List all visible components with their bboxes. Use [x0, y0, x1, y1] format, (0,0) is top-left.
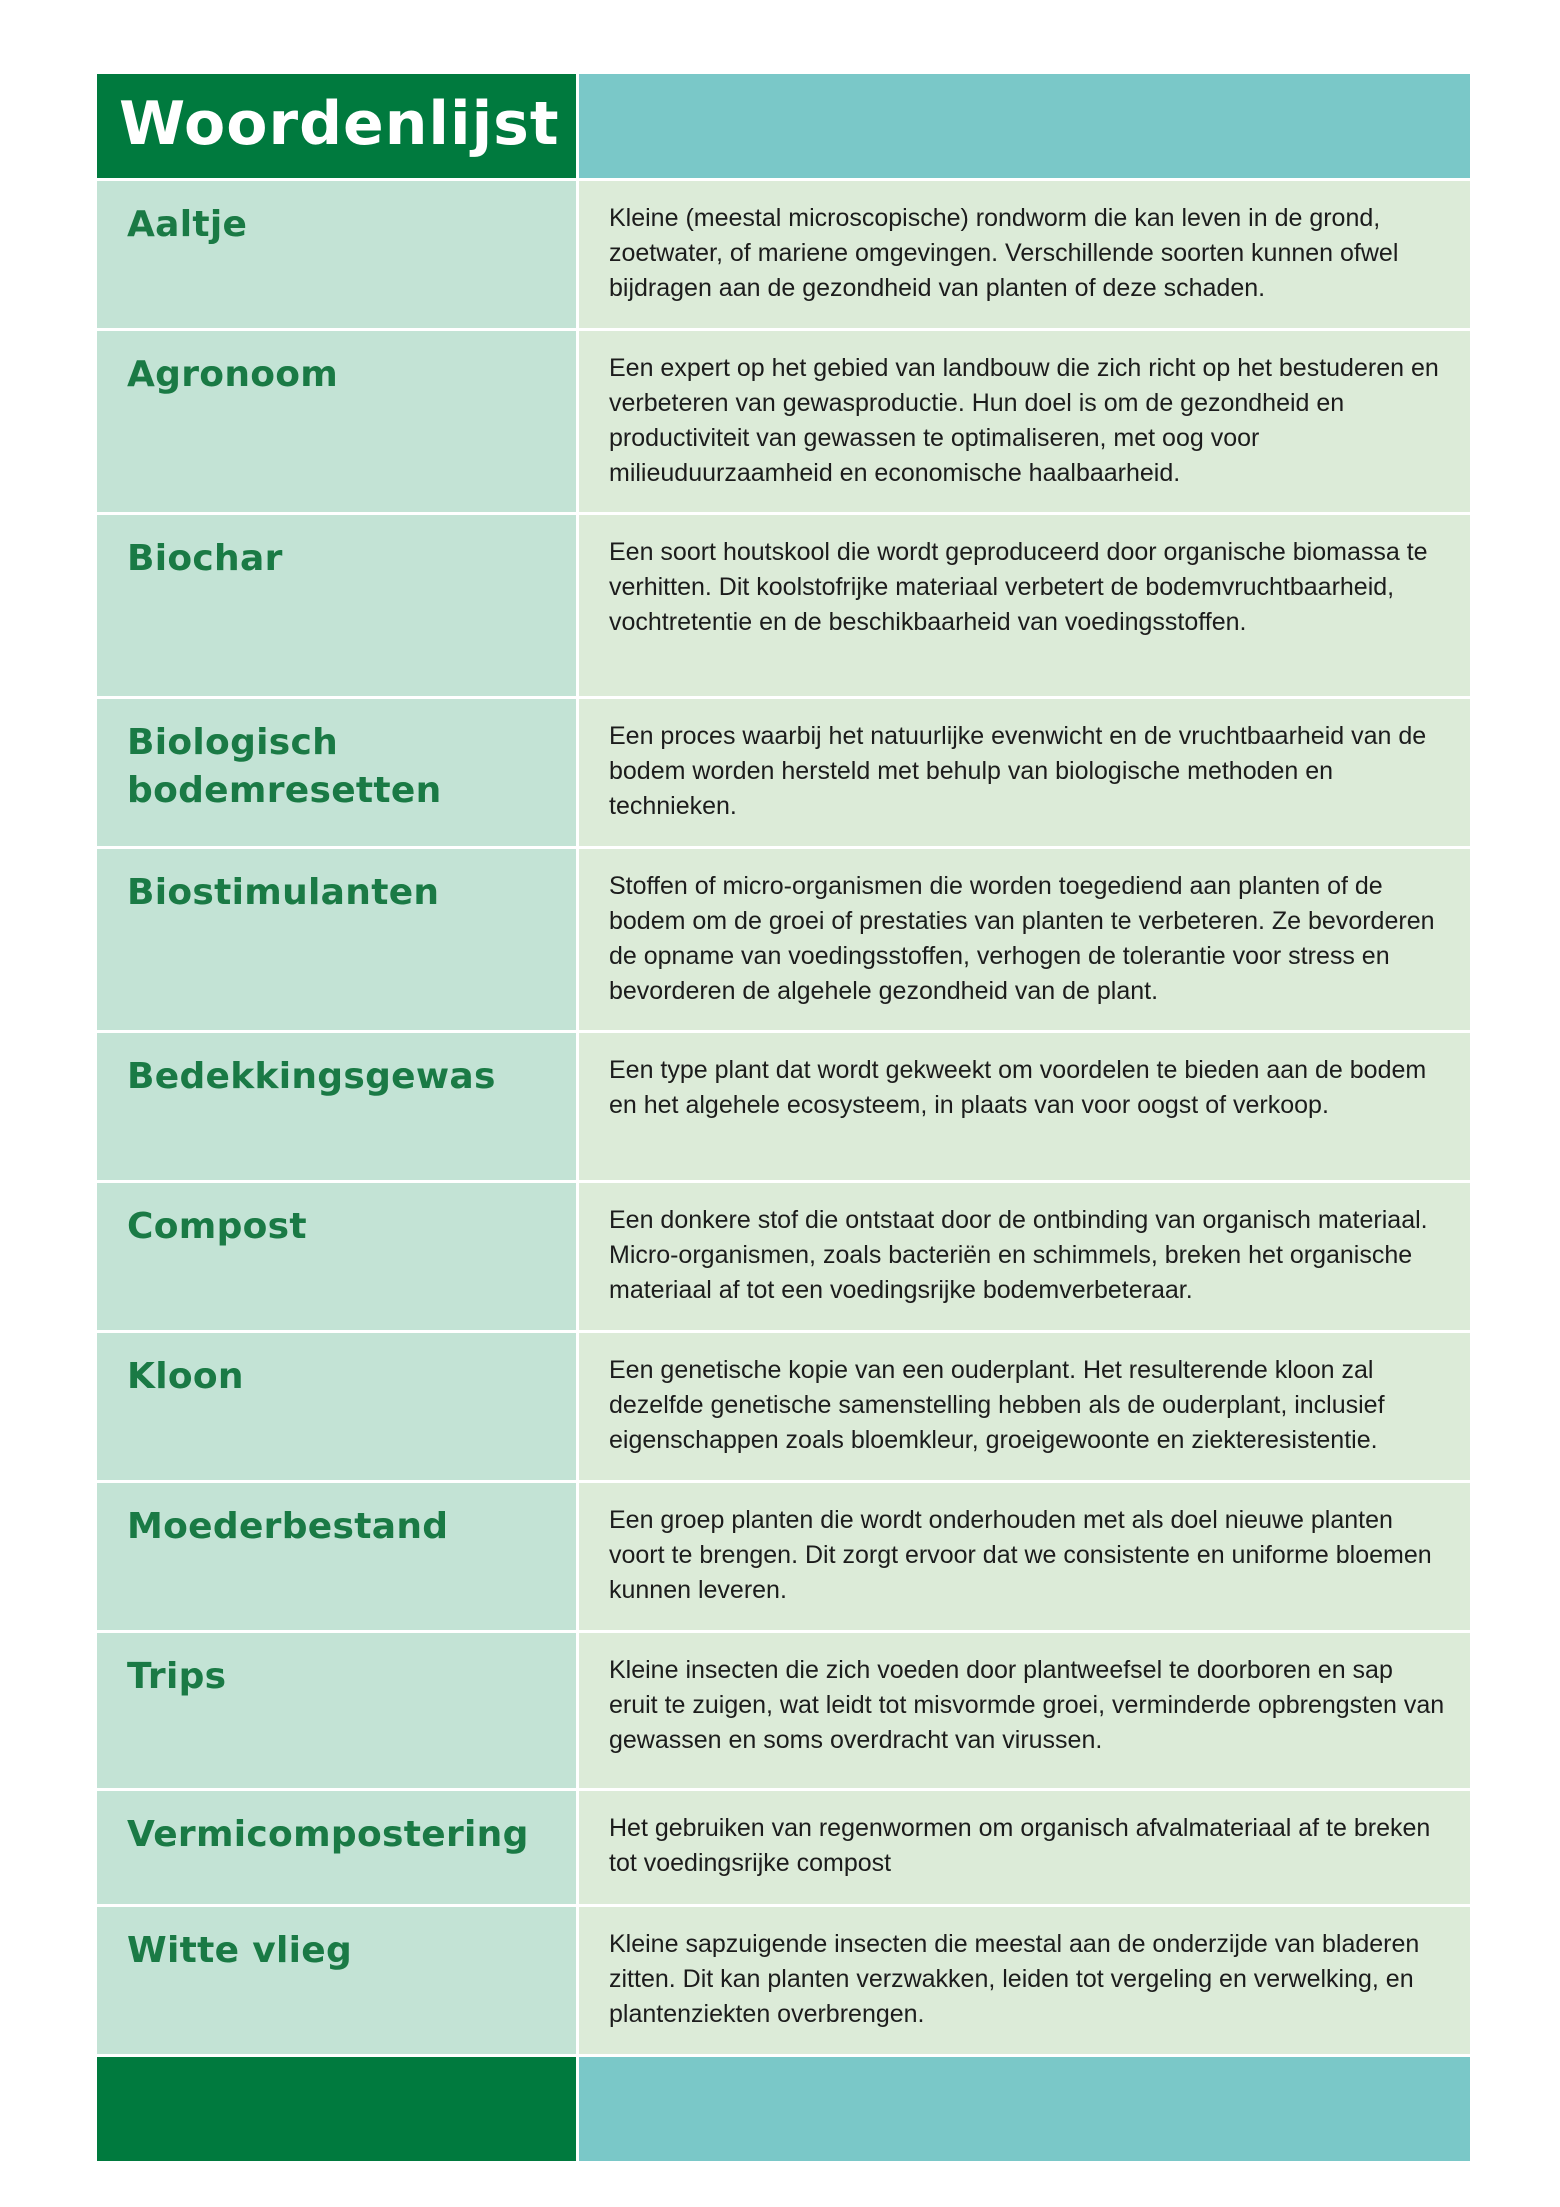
definition-cell — [579, 181, 1470, 328]
definition-cell — [579, 1483, 1470, 1630]
glossary-row — [97, 1333, 1470, 1483]
glossary-row — [97, 1183, 1470, 1333]
definition-cell — [579, 1907, 1470, 2054]
term: Trips — [127, 1656, 227, 1697]
definition-cell — [579, 1791, 1470, 1904]
glossary-row — [97, 1907, 1470, 2057]
term-cell — [97, 1483, 579, 1630]
term-cell — [97, 515, 579, 696]
definition: Een proces waarbij het natuurlijke evenwicht en de vruchtbaarheid van de bodem worden hersteld met behulp van biologische methoden en technieken. — [609, 722, 1427, 820]
glossary-row — [97, 515, 1470, 699]
term: Biochar — [127, 538, 283, 579]
glossary-row — [97, 1483, 1470, 1633]
glossary-row — [97, 1791, 1470, 1907]
term-cell — [97, 1633, 579, 1788]
definition: Het gebruiken van regenwormen om organisch afvalmateriaal af te breken tot voedingsrijke compost — [609, 1814, 1431, 1877]
definition: Kleine sapzuigende insecten die meestal aan de onderzijde van bladeren zitten. Dit kan planten verzwakken, leiden tot vergeling en verwelking, en plantenziekten overbrengen. — [609, 1930, 1420, 2028]
term: Vermicompostering — [127, 1814, 529, 1855]
definition-cell — [579, 699, 1470, 846]
term-cell — [97, 699, 579, 846]
definition: Een genetische kopie van een ouderplant. Het resulterende kloon zal dezelfde genetische samenstelling hebben als de ouderplant, inclusief eigenschappen zoals bloemkleur, groeigewoonte en ziekteresistentie. — [609, 1356, 1385, 1454]
footer-right-cell — [579, 2057, 1470, 2161]
glossary-row — [97, 1633, 1470, 1791]
definition-cell — [579, 331, 1470, 512]
definition-cell — [579, 1333, 1470, 1480]
header-title-cell — [97, 74, 579, 178]
term: Biologisch bodemresetten — [127, 722, 442, 811]
glossary-row — [97, 181, 1470, 331]
page-title: Woordenlijst — [119, 89, 560, 159]
footer-left-cell — [97, 2057, 579, 2161]
glossary-footer — [97, 2057, 1470, 2161]
definition: Een type plant dat wordt gekweekt om voordelen te bieden aan de bodem en het algehele ecosysteem, in plaats van voor oogst of verkoop. — [609, 1056, 1427, 1119]
term-cell — [97, 1033, 579, 1180]
term: Bedekkingsgewas — [127, 1056, 496, 1097]
term: Aaltje — [127, 204, 248, 245]
definition: Een expert op het gebied van landbouw die zich richt op het bestuderen en verbeteren van gewasproductie. Hun doel is om de gezondheid en productiviteit van gewassen te optimaliseren, met oog voor milieuduurzaamheid en economische haalbaarheid. — [609, 354, 1439, 487]
term-cell — [97, 1907, 579, 2054]
definition-cell — [579, 1183, 1470, 1330]
definition: Stoffen of micro-organismen die worden toegediend aan planten of de bodem om de groei of prestaties van planten te verbeteren. Ze bevorderen de opname van voedingsstoffen, verhogen de tolerantie voor stress en bevorderen de algehele gezondheid van de plant. — [609, 872, 1435, 1005]
term: Witte vlieg — [127, 1930, 353, 1971]
definition-cell — [579, 1633, 1470, 1788]
term-cell — [97, 849, 579, 1030]
term: Compost — [127, 1206, 307, 1247]
definition: Een groep planten die wordt onderhouden met als doel nieuwe planten voort te brengen. Dit zorgt ervoor dat we consistente en uniforme bloemen kunnen leveren. — [609, 1506, 1432, 1604]
glossary-row — [97, 849, 1470, 1033]
definition: Een soort houtskool die wordt geproduceerd door organische biomassa te verhitten. Dit koolstofrijke materiaal verbetert de bodemvruchtbaarheid, vochtretentie en de beschikbaarheid van voedingsstoffen. — [609, 538, 1428, 636]
glossary-header — [97, 74, 1470, 181]
term-cell — [97, 331, 579, 512]
definition: Een donkere stof die ontstaat door de ontbinding van organisch materiaal. Micro-organismen, zoals bacteriën en schimmels, breken het organische materiaal af tot een voedingsrijke bodemverbeteraar. — [609, 1206, 1428, 1304]
term-cell — [97, 1183, 579, 1330]
header-accent-cell — [579, 74, 1470, 178]
definition-cell — [579, 1033, 1470, 1180]
term-cell — [97, 181, 579, 328]
definition-cell — [579, 849, 1470, 1030]
term: Biostimulanten — [127, 872, 440, 913]
definition: Kleine (meestal microscopische) rondworm die kan leven in de grond, zoetwater, of mariene omgevingen. Verschillende soorten kunnen ofwel bijdragen aan de gezondheid van planten of deze schaden. — [609, 204, 1399, 302]
term-cell — [97, 1791, 579, 1904]
term: Kloon — [127, 1356, 244, 1397]
glossary-row — [97, 1033, 1470, 1183]
term-cell — [97, 1333, 579, 1480]
glossary-row — [97, 331, 1470, 515]
definition: Kleine insecten die zich voeden door plantweefsel te doorboren en sap eruit te zuigen, wat leidt tot misvormde groei, verminderde opbrengsten van gewassen en soms overdracht van virussen. — [609, 1656, 1445, 1754]
glossary-table — [97, 74, 1470, 2161]
glossary-row — [97, 699, 1470, 849]
term: Agronoom — [127, 354, 339, 395]
definition-cell — [579, 515, 1470, 696]
term: Moederbestand — [127, 1506, 449, 1547]
